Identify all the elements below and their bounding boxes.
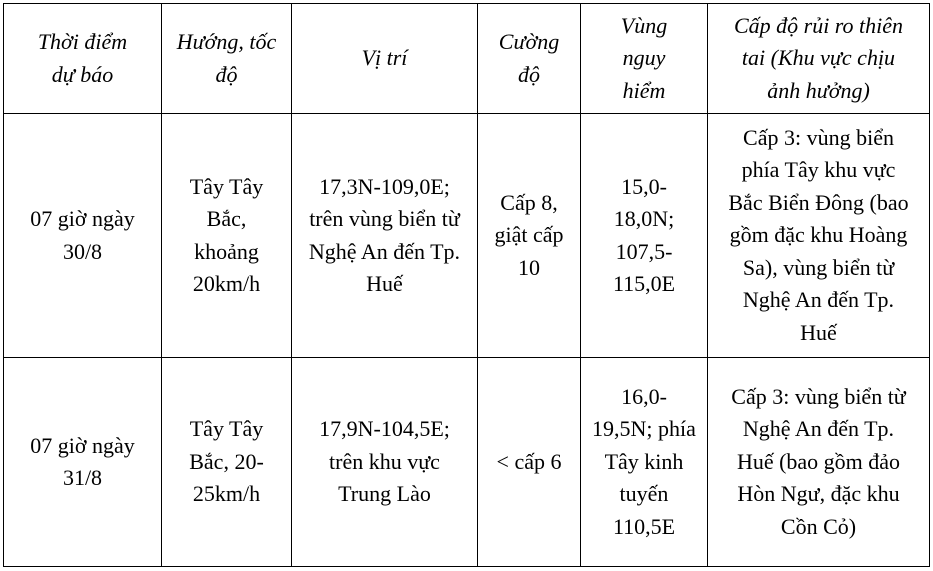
header-intensity: Cường độ [478, 4, 581, 114]
cell-direction: Tây Tây Bắc, khoảng 20km/h [162, 114, 292, 358]
cell-direction: Tây Tây Bắc, 20-25km/h [162, 358, 292, 567]
table-row [4, 114, 930, 358]
header-risk-level: Cấp độ rủi ro thiên tai (Khu vực chịu ảnh hưởng) [708, 4, 930, 114]
forecast-table [3, 3, 930, 567]
header-forecast-time: Thời điểm dự báo [4, 4, 162, 114]
cell-danger-zone: 15,0-18,0N; 107,5-115,0E [581, 114, 708, 358]
cell-intensity: < cấp 6 [478, 358, 581, 567]
table-row [4, 358, 930, 567]
header-position: Vị trí [292, 4, 478, 114]
cell-position: 17,3N-109,0E; trên vùng biển từ Nghệ An đến Tp. Huế [292, 114, 478, 358]
header-direction-speed: Hướng, tốc độ [162, 4, 292, 114]
cell-danger-zone: 16,0-19,5N; phía Tây kinh tuyến 110,5E [581, 358, 708, 567]
cell-risk: Cấp 3: vùng biển phía Tây khu vực Bắc Biển Đông (bao gồm đặc khu Hoàng Sa), vùng biển từ Nghệ An đến Tp. Huế [708, 114, 930, 358]
cell-intensity: Cấp 8, giật cấp 10 [478, 114, 581, 358]
table-header-row [4, 4, 930, 114]
cell-risk: Cấp 3: vùng biển từ Nghệ An đến Tp. Huế (bao gồm đảo Hòn Ngư, đặc khu Cồn Cỏ) [708, 358, 930, 567]
cell-time: 07 giờ ngày 31/8 [4, 358, 162, 567]
cell-time: 07 giờ ngày 30/8 [4, 114, 162, 358]
header-danger-zone: Vùng nguy hiểm [581, 4, 708, 114]
cell-position: 17,9N-104,5E; trên khu vực Trung Lào [292, 358, 478, 567]
